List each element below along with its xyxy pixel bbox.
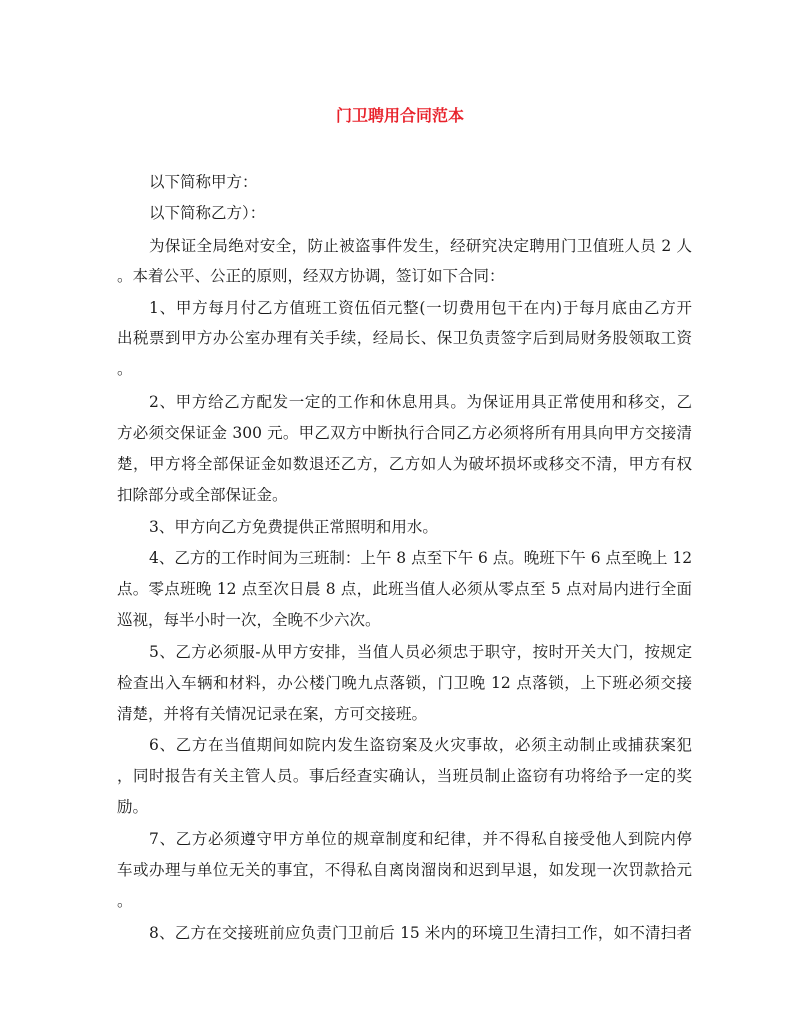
body-line: 2、甲方给乙方配发一定的工作和休息用具。为保证用具正常使用和移交，乙 [149, 393, 692, 411]
body-line: 以下简称乙方）： [149, 204, 266, 222]
body-line: 出税票到甲方办公室办理有关手续，经局长、保卫负责签字后到局财务股领取工资 [117, 329, 692, 347]
body-line: 。 [117, 360, 133, 378]
body-line: 车或办理与单位无关的事宜，不得私自离岗溜岗和迟到早退，如发现一次罚款拾元 [117, 861, 692, 879]
body-line: 。 [117, 892, 133, 910]
body-line: 6、乙方在当值期间如院内发生盗窃案及火灾事故，必须主动制止或捕获案犯 [149, 736, 692, 754]
body-line: 励。 [117, 798, 149, 816]
body-line: 以下简称甲方： [149, 173, 258, 191]
body-line: 1、甲方每月付乙方值班工资伍佰元整(一切费用包干在内)于每月底由乙方开 [149, 299, 692, 317]
body-line: 5、乙方必须服-从甲方安排，当值人员必须忠于职守，按时开关大门，按规定 [149, 643, 692, 661]
body-line: 楚，甲方将全部保证金如数退还乙方，乙方如人为破坏损坏或移交不清，甲方有权 [117, 455, 692, 473]
body-line: 方必须交保证金 300 元。甲乙双方中断执行合同乙方必须将所有用具向甲方交接清 [117, 424, 692, 442]
body-line: 点。零点班晚 12 点至次日晨 8 点，此班当值人必须从零点至 5 点对局内进行全面 [117, 580, 692, 598]
body-line: 清楚，并将有关情况记录在案，方可交接班。 [117, 705, 428, 723]
body-line: ，同时报告有关主管人员。事后经查实确认，当班员制止盗窃有功将给予一定的奖 [117, 767, 692, 785]
body-line: 7、乙方必须遵守甲方单位的规章制度和纪律，并不得私自接受他人到院内停 [149, 830, 692, 848]
body-line: 检查出入车辆和材料，办公楼门晚九点落锁，门卫晚 12 点落锁，上下班必须交接 [117, 674, 692, 692]
body-line: 3、甲方向乙方免费提供正常照明和用水。 [149, 518, 438, 536]
body-line: 4、乙方的工作时间为三班制：上午 8 点至下午 6 点。晚班下午 6 点至晚上 12 [149, 549, 692, 567]
body-line: 。本着公平、公正的原则，经双方协调，签订如下合同： [117, 267, 505, 285]
body-line: 为保证全局绝对安全，防止被盗事件发生，经研究决定聘用门卫值班人员 2 人 [149, 237, 692, 255]
document-title: 门卫聘用合同范本 [335, 106, 464, 125]
body-line: 扣除部分或全部保证金。 [117, 486, 288, 504]
body-line: 8、乙方在交接班前应负责门卫前后 15 米内的环境卫生清扫工作，如不清扫者 [149, 924, 692, 942]
body-line: 巡视，每半小时一次，全晚不少六次。 [117, 611, 381, 629]
